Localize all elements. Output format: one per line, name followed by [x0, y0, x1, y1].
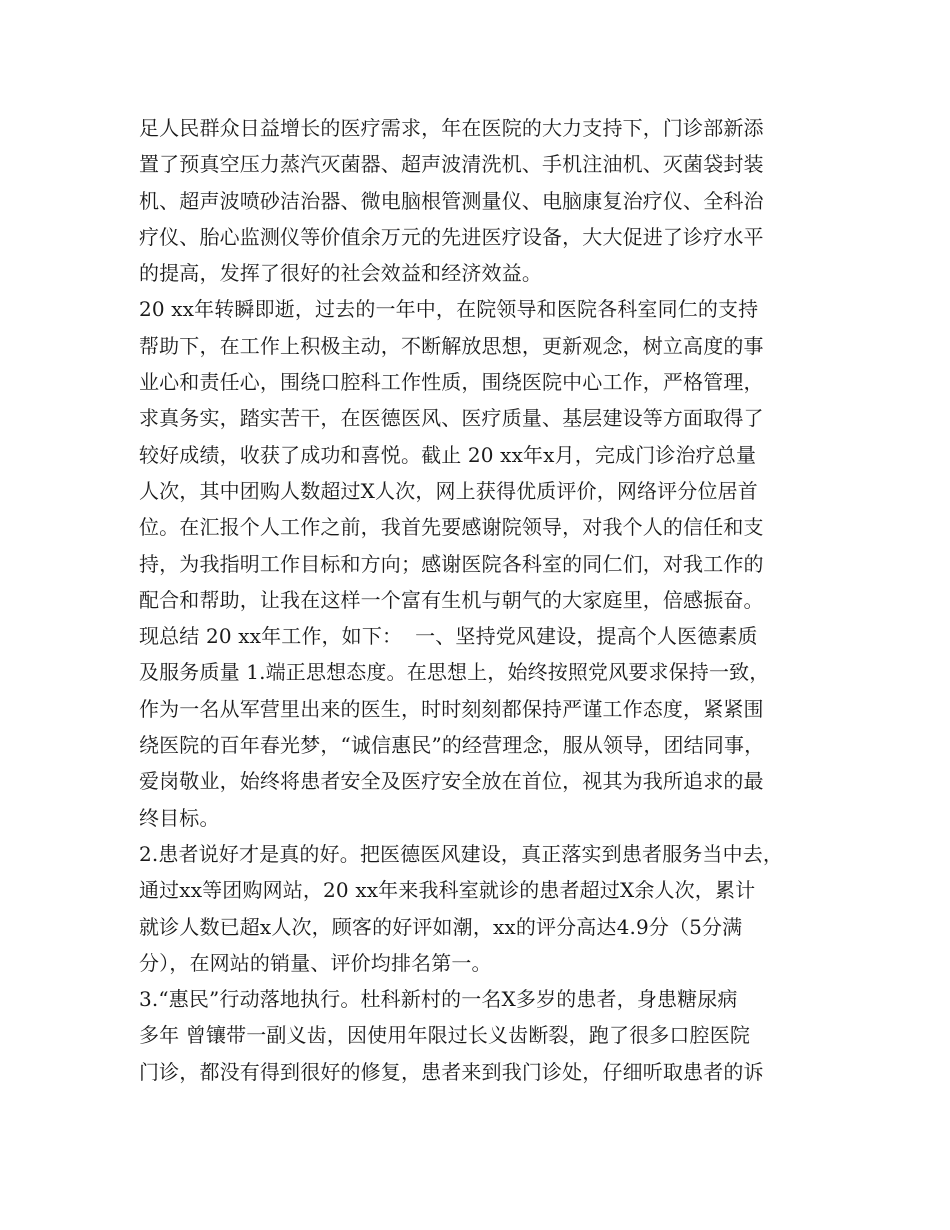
text-line: 人次，其中团购人数超过X人次，网上获得优质评价，网络评分位居首	[139, 478, 758, 503]
text-line: 及服务质量 1.端正思想态度。在思想上，始终按照党风要求保持一致，	[139, 660, 770, 685]
text-line: 配合和帮助，让我在这样一个富有生机与朝气的大家庭里，倍感振奋。	[139, 587, 764, 612]
text-line: 足人民群众日益增长的医疗需求，年在医院的大力支持下，门诊部新添	[139, 116, 764, 140]
text-line: 终目标。	[139, 805, 220, 830]
body-text	[139, 110, 819, 1090]
text-line: 置了预真空压力蒸汽灭菌器、超声波清洗机、手机注油机、灭菌袋封装	[139, 152, 764, 177]
text-line: 业心和责任心，围绕口腔科工作性质，围绕医院中心工作，严格管理，	[139, 370, 764, 395]
text-line: 就诊人数已超x人次，顾客的好评如潮，xx的评分高达4.9分（5分满	[139, 914, 743, 939]
text-line: 门诊，都没有得到很好的修复，患者来到我门诊处，仔细听取患者的诉	[139, 1059, 764, 1084]
text-line: 帮助下，在工作上积极主动，不断解放思想，更新观念，树立高度的事	[139, 333, 764, 358]
text-line: 通过xx等团购网站，20 xx年来我科室就诊的患者超过X余人次，累计	[139, 878, 756, 903]
text-line: 分），在网站的销量、评价均排名第一。	[139, 950, 492, 975]
text-line: 机、超声波喷砂洁治器、微电脑根管测量仪、电脑康复治疗仪、全科治	[139, 188, 764, 213]
text-line: 爱岗敬业，始终将患者安全及医疗安全放在首位，视其为我所追求的最	[139, 769, 764, 794]
text-line: 2.患者说好才是真的好。把医德医风建设，真正落实到患者服务当中去，	[139, 841, 784, 866]
text-line: 求真务实，踏实苦干，在医德医风、医疗质量、基层建设等方面取得了	[139, 406, 764, 431]
text-line: 绕医院的百年春光梦，“诚信惠民”的经营理念，服从领导，团结同事，	[139, 733, 765, 758]
text-line: 3.“惠民”行动落地执行。杜科新村的一名X多岁的患者，身患糖尿病	[139, 987, 738, 1012]
text-line: 持，为我指明工作目标和方向；感谢医院各科室的同仁们，对我工作的	[139, 551, 764, 576]
text-line: 的提高，发挥了很好的社会效益和经济效益。	[139, 261, 542, 286]
text-line: 多年 曾镶带一副义齿，因使用年限过长义齿断裂，跑了很多口腔医院	[139, 1023, 751, 1048]
text-line: 作为一名从军营里出来的医生，时时刻刻都保持严谨工作态度，紧紧围	[139, 696, 764, 721]
text-line: 20 xx年转瞬即逝，过去的一年中，在院领导和医院各科室同仁的支持	[139, 297, 759, 322]
text-line: 位。在汇报个人工作之前，我首先要感谢院领导，对我个人的信任和支	[139, 515, 764, 540]
text-line: 现总结 20 xx年工作，如下： 一、坚持党风建设，提高个人医德素质	[139, 624, 758, 649]
text-line: 疗仪、胎心监测仪等价值余万元的先进医疗设备，大大促进了诊疗水平	[139, 224, 764, 249]
text-line: 较好成绩，收获了成功和喜悦。截止 20 xx年x月，完成门诊治疗总量	[139, 442, 757, 467]
